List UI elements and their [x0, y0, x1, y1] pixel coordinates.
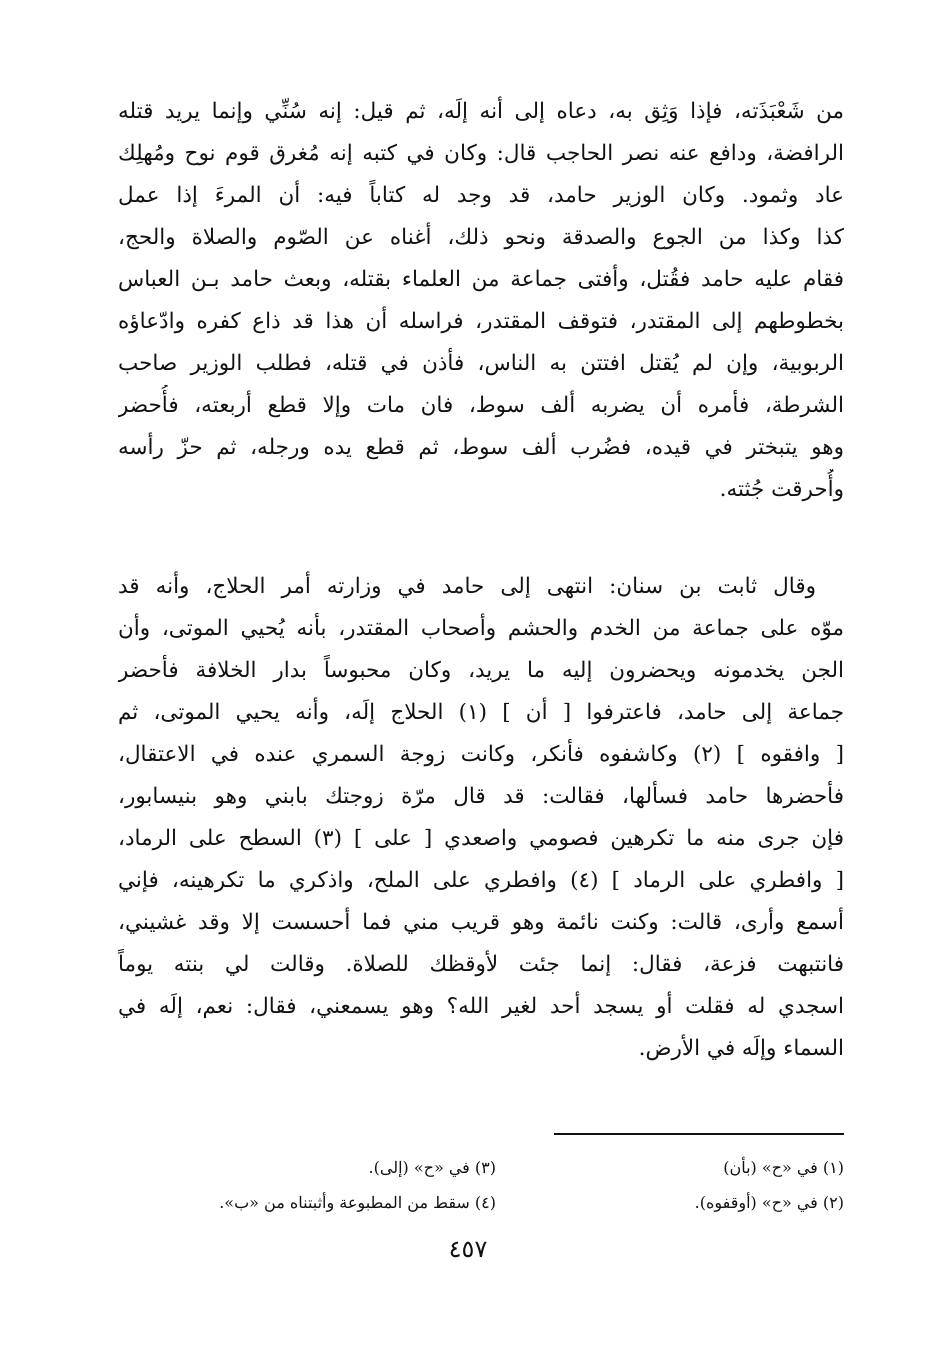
footnote-4: (٤) سقط من المطبوعة وأثبتناه من «ب». [219, 1193, 496, 1212]
text-line: الجن يخدمونه ويحضرون إليه ما يريد، وكان محبوساً بدار الخلافة فأحضر [118, 658, 844, 683]
text-line: موّه على جماعة من الخدم والحشم وأصحاب المقتدر، بأنه يُحيي الموتى، وأن [118, 616, 844, 641]
footnote-1: (١) في «ح» (بأن) [723, 1158, 844, 1177]
text-line: عاد وثمود. وكان الوزير حامد، قد وجد له كتاباً فيه: أن المرءَ إذا عمل [118, 183, 844, 208]
text-line: بخطوطهم إلى المقتدر، فتوقف المقتدر، فراسله أن هذا قد ذاع كفره وادّعاؤه [118, 309, 844, 334]
text-line: [ وافطري على الرماد ] (٤) وافطري على الملح، واذكري ما تكرهينه، فإني [118, 868, 844, 893]
text-line: فقام عليه حامد فقُتل، وأفتى جماعة من العلماء بقتله، وبعث حامد بـن العباس [118, 267, 844, 292]
text-line: وأُحرقت جُثته. [719, 477, 844, 502]
text-line: الشرطة، فأمره أن يضربه ألف سوط، فان مات وإلا قطع أربعته، فأُحضر [118, 393, 844, 418]
paragraph-2 [118, 566, 844, 1070]
text-line: فانتبهت فزعة، فقال: إنما جئت لأوقظك للصلاة. وقالت لي بنته يوماً [118, 952, 844, 977]
text-line: وقال ثابت بن سنان: انتهى إلى حامد في وزارته أمر الحلاج، وأنه قد [118, 574, 816, 599]
footnote-2: (٢) في «ح» (أوقفوه). [694, 1193, 844, 1212]
text-line: أسمع وأرى، قالت: وكنت نائمة وهو قريب مني فما أحسست إلا وقد غشيني، [118, 910, 844, 935]
text-line: [ وافقوه ] (٢) وكاشفوه فأنكر، وكانت زوجة السمري عنده في الاعتقال، [118, 742, 844, 767]
text-line: السماء وإلَه في الأرض. [638, 1036, 844, 1061]
text-line: وهو يتبختر في قيده، فضُرب ألف سوط، ثم قطع يده ورجله، ثم حزّ رأسه [118, 435, 844, 460]
footnote-separator [554, 1133, 844, 1135]
text-line: جماعة إلى حامد، فاعترفوا [ أن ] (١) الحلاج إلَه، وأنه يحيي الموتى، ثم [118, 700, 844, 725]
page-number: ٤٥٧ [448, 1235, 488, 1263]
paragraph-1 [118, 91, 844, 511]
text-line: كذا وكذا من الجوع والصدقة ونحو ذلك، أغناه عن الصّوم والصلاة والحج، [118, 225, 844, 250]
text-line: الرافضة، ودافع عنه نصر الحاجب قال: وكان في كتبه إنه مُغرق قوم نوح ومُهلِك [118, 141, 844, 166]
text-line: فإن جرى منه ما تكرهين فصومي واصعدي [ على ] (٣) السطح على الرماد، [118, 826, 844, 851]
text-line: الربوبية، وإن لم يُقتل افتتن به الناس، فأذن في قتله، فطلب الوزير صاحب [118, 351, 844, 376]
text-line: فأحضرها حامد فسألها، فقالت: قد قال مرّة زوجتك بابني وهو بنيسابور، [118, 784, 844, 809]
text-line: اسجدي له فقلت أو يسجد أحد لغير الله؟ وهو يسمعني، فقال: نعم، إلَه في [118, 994, 844, 1019]
text-line: من شَعْبَذَته، فإذا وَثِق به، دعاه إلى أنه إلَه، ثم قيل: إنه سُنِّي وإنما يريد قتله [118, 99, 844, 124]
footnote-3: (٣) في «ح» (إلى). [368, 1158, 496, 1177]
